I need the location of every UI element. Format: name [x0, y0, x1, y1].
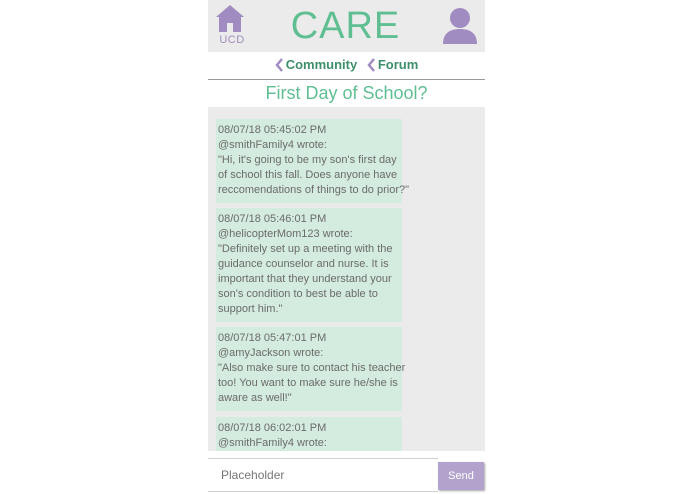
message-line: guidance counselor and nurse. It is — [218, 258, 389, 270]
user-icon — [442, 7, 478, 45]
message-line: "Definitely set up a meeting with the — [218, 243, 393, 255]
message — [216, 119, 410, 203]
message-line: aware as well!" — [218, 392, 292, 404]
breadcrumb — [208, 54, 485, 78]
message-composer — [208, 458, 485, 494]
message-line: son's condition to best be able to — [218, 288, 378, 300]
divider — [208, 79, 485, 80]
send-button[interactable]: Send — [438, 462, 484, 490]
message — [216, 327, 406, 411]
message-author: @smithFamily4 wrote: — [218, 437, 327, 449]
brand-title: CARE — [290, 5, 401, 47]
message-input[interactable] — [208, 458, 438, 492]
message-line: "Also make sure to contact his teacher — [218, 362, 406, 374]
app-header — [208, 0, 485, 52]
message-line: too! You want to make sure he/she is — [218, 377, 398, 389]
message-thread[interactable] — [208, 107, 485, 451]
message — [216, 417, 402, 451]
message-line: support him." — [218, 303, 283, 315]
home-icon — [215, 4, 245, 34]
message-author: @amyJackson wrote: — [218, 347, 324, 359]
message-author: @helicopterMom123 wrote: — [218, 228, 353, 240]
message-line: reccomendations of things to do prior?" — [218, 184, 410, 196]
message — [216, 208, 402, 322]
message-line: important that they understand your — [218, 273, 392, 285]
app-screen — [208, 0, 485, 494]
chevron-left-icon — [367, 58, 376, 72]
home-label: UCD — [219, 34, 245, 46]
message-timestamp: 08/07/18 05:47:01 PM — [218, 332, 327, 344]
message-timestamp: 08/07/18 05:46:01 PM — [218, 213, 327, 225]
breadcrumb-community-label: Community — [285, 57, 358, 72]
message-line: of school this fall. Does anyone have — [218, 169, 398, 181]
message-author: @smithFamily4 wrote: — [218, 139, 327, 151]
message-timestamp: 08/07/18 05:45:02 PM — [218, 124, 327, 136]
message-line: "Hi, it's going to be my son's first day — [218, 154, 397, 166]
breadcrumb-community[interactable] — [275, 54, 358, 76]
breadcrumb-forum[interactable] — [367, 54, 418, 76]
breadcrumb-forum-label: Forum — [377, 57, 419, 72]
chevron-left-icon — [275, 58, 284, 72]
message-timestamp: 08/07/18 06:02:01 PM — [218, 422, 327, 434]
thread-title: First Day of School? — [265, 83, 428, 103]
home-button[interactable] — [215, 4, 245, 46]
profile-button[interactable] — [442, 7, 478, 45]
